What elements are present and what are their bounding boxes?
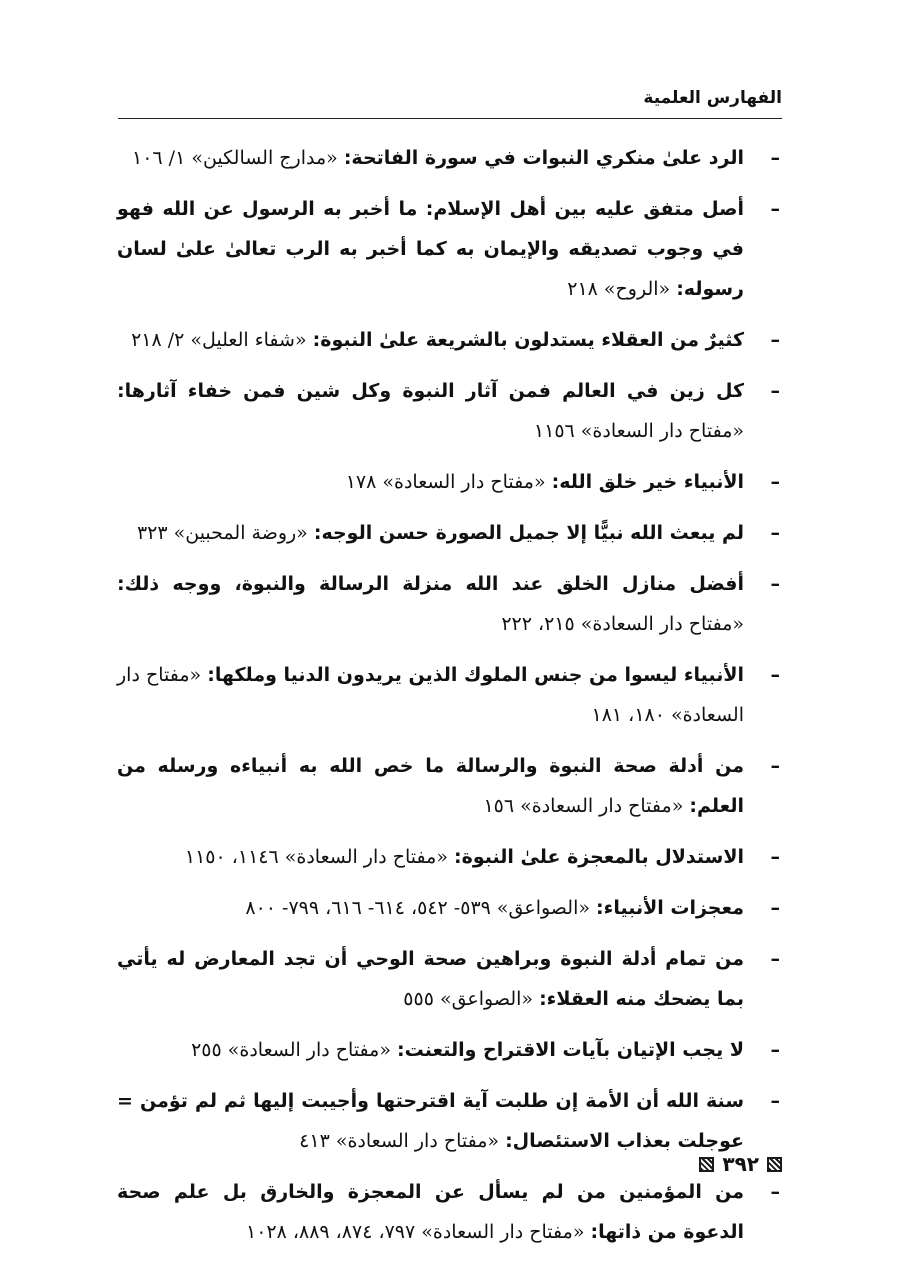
entry-source: «مفتاح دار السعادة» ٧٩٧، ٨٧٤، ٨٨٩، ١٠٢٨ bbox=[245, 1221, 591, 1243]
running-header: الفهارس العلمية bbox=[643, 88, 782, 108]
page-footer bbox=[699, 1152, 782, 1176]
entry-dash: – bbox=[770, 755, 780, 777]
index-entry bbox=[117, 189, 782, 309]
entry-source: «روضة المحبين» ٣٢٣ bbox=[136, 522, 314, 544]
ornament-icon bbox=[699, 1157, 714, 1172]
index-entries bbox=[117, 138, 782, 1263]
ornament-icon bbox=[767, 1157, 782, 1172]
entry-source: «مفتاح دار السعادة» ١٨٠، ١٨١ bbox=[117, 664, 744, 726]
entry-dash: – bbox=[770, 897, 780, 919]
entry-dash: – bbox=[770, 573, 780, 595]
entry-source: «مفتاح دار السعادة» ١٥٦ bbox=[483, 795, 690, 817]
index-entry bbox=[117, 1030, 782, 1070]
entry-source: «مدارج السالكين» ١/ ١٠٦ bbox=[132, 147, 344, 169]
entry-statement: من تمام أدلة النبوة وبراهين صحة الوحي أن تجد المعارض له يأتي بما يضحك منه العقلاء: bbox=[117, 948, 744, 1010]
entry-dash: – bbox=[770, 198, 780, 220]
entry-dash: – bbox=[770, 1090, 780, 1112]
entry-statement: أفضل منازل الخلق عند الله منزلة الرسالة والنبوة، ووجه ذلك: bbox=[117, 573, 744, 595]
entry-statement: الأنبياء ليسوا من جنس الملوك الذين يريدون الدنيا وملكها: bbox=[207, 664, 744, 686]
entry-statement: الأنبياء خير خلق الله: bbox=[551, 471, 744, 493]
entry-source: «مفتاح دار السعادة» ١٧٨ bbox=[345, 471, 552, 493]
index-entry bbox=[117, 1172, 782, 1252]
index-entry bbox=[117, 939, 782, 1019]
entry-statement: كل زين في العالم فمن آثار النبوة وكل شين فمن خفاء آثارها: bbox=[117, 380, 744, 402]
entry-source: «مفتاح دار السعادة» ١١٤٦، ١١٥٠ bbox=[184, 846, 454, 868]
entry-statement: معجزات الأنبياء: bbox=[596, 897, 744, 919]
entry-statement: سنة الله أن الأمة إن طلبت آية اقترحتها وأجيبت إليها ثم لم تؤمن = عوجلت بعذاب الاستئصال: bbox=[117, 1090, 744, 1152]
entry-statement: أصل متفق عليه بين أهل الإسلام: ما أخبر به الرسول عن الله فهو في وجوب تصديقه والإيمان به كما أخبر به الرب تعالىٰ علىٰ لسان رسوله: bbox=[117, 198, 744, 300]
entry-dash: – bbox=[770, 147, 780, 169]
entry-statement: من أدلة صحة النبوة والرسالة ما خص الله به أنبياءه ورسله من العلم: bbox=[117, 755, 744, 817]
index-entry bbox=[117, 888, 782, 928]
entry-statement: لا يجب الإتيان بآيات الاقتراح والتعنت: bbox=[397, 1039, 744, 1061]
entry-dash: – bbox=[770, 329, 780, 351]
entry-dash: – bbox=[770, 380, 780, 402]
entry-dash: – bbox=[770, 522, 780, 544]
index-entry bbox=[117, 513, 782, 553]
page-number: ٣٩٢ bbox=[722, 1152, 759, 1176]
entry-statement: كثيرٌ من العقلاء يستدلون بالشريعة علىٰ النبوة: bbox=[312, 329, 744, 351]
entry-dash: – bbox=[770, 948, 780, 970]
entry-source: «الصواعق» ٥٥٥ bbox=[403, 988, 540, 1010]
index-entry bbox=[117, 371, 782, 451]
entry-source: «مفتاح دار السعادة» ١١٥٦ bbox=[533, 420, 744, 442]
index-entry bbox=[117, 320, 782, 360]
index-entry bbox=[117, 564, 782, 644]
index-entry bbox=[117, 837, 782, 877]
header-rule bbox=[118, 118, 782, 119]
entry-source: «مفتاح دار السعادة» ٢١٥، ٢٢٢ bbox=[501, 613, 744, 635]
entry-source: «شفاء العليل» ٢/ ٢١٨ bbox=[131, 329, 313, 351]
index-entry bbox=[117, 746, 782, 826]
entry-statement: الرد علىٰ منكري النبوات في سورة الفاتحة: bbox=[343, 147, 744, 169]
entry-statement: الاستدلال بالمعجزة علىٰ النبوة: bbox=[454, 846, 744, 868]
index-entry bbox=[117, 1081, 782, 1161]
entry-source: «الروح» ٢١٨ bbox=[567, 278, 677, 300]
index-entry bbox=[117, 462, 782, 502]
entry-statement: لم يبعث الله نبيًّا إلا جميل الصورة حسن الوجه: bbox=[313, 522, 744, 544]
entry-dash: – bbox=[770, 1181, 780, 1203]
entry-statement: من المؤمنين من لم يسأل عن المعجزة والخارق بل علم صحة الدعوة من ذاتها: bbox=[117, 1181, 744, 1243]
entry-dash: – bbox=[770, 471, 780, 493]
entry-dash: – bbox=[770, 664, 780, 686]
entry-source: «الصواعق» ٥٣٩- ٥٤٢، ٦١٤- ٦١٦، ٧٩٩- ٨٠٠ bbox=[245, 897, 597, 919]
entry-dash: – bbox=[770, 846, 780, 868]
index-entry bbox=[117, 655, 782, 735]
entry-source: «مفتاح دار السعادة» ٢٥٥ bbox=[191, 1039, 398, 1061]
entry-source: «مفتاح دار السعادة» ٤١٣ bbox=[299, 1130, 506, 1152]
index-entry bbox=[117, 138, 782, 178]
entry-dash: – bbox=[770, 1039, 780, 1061]
